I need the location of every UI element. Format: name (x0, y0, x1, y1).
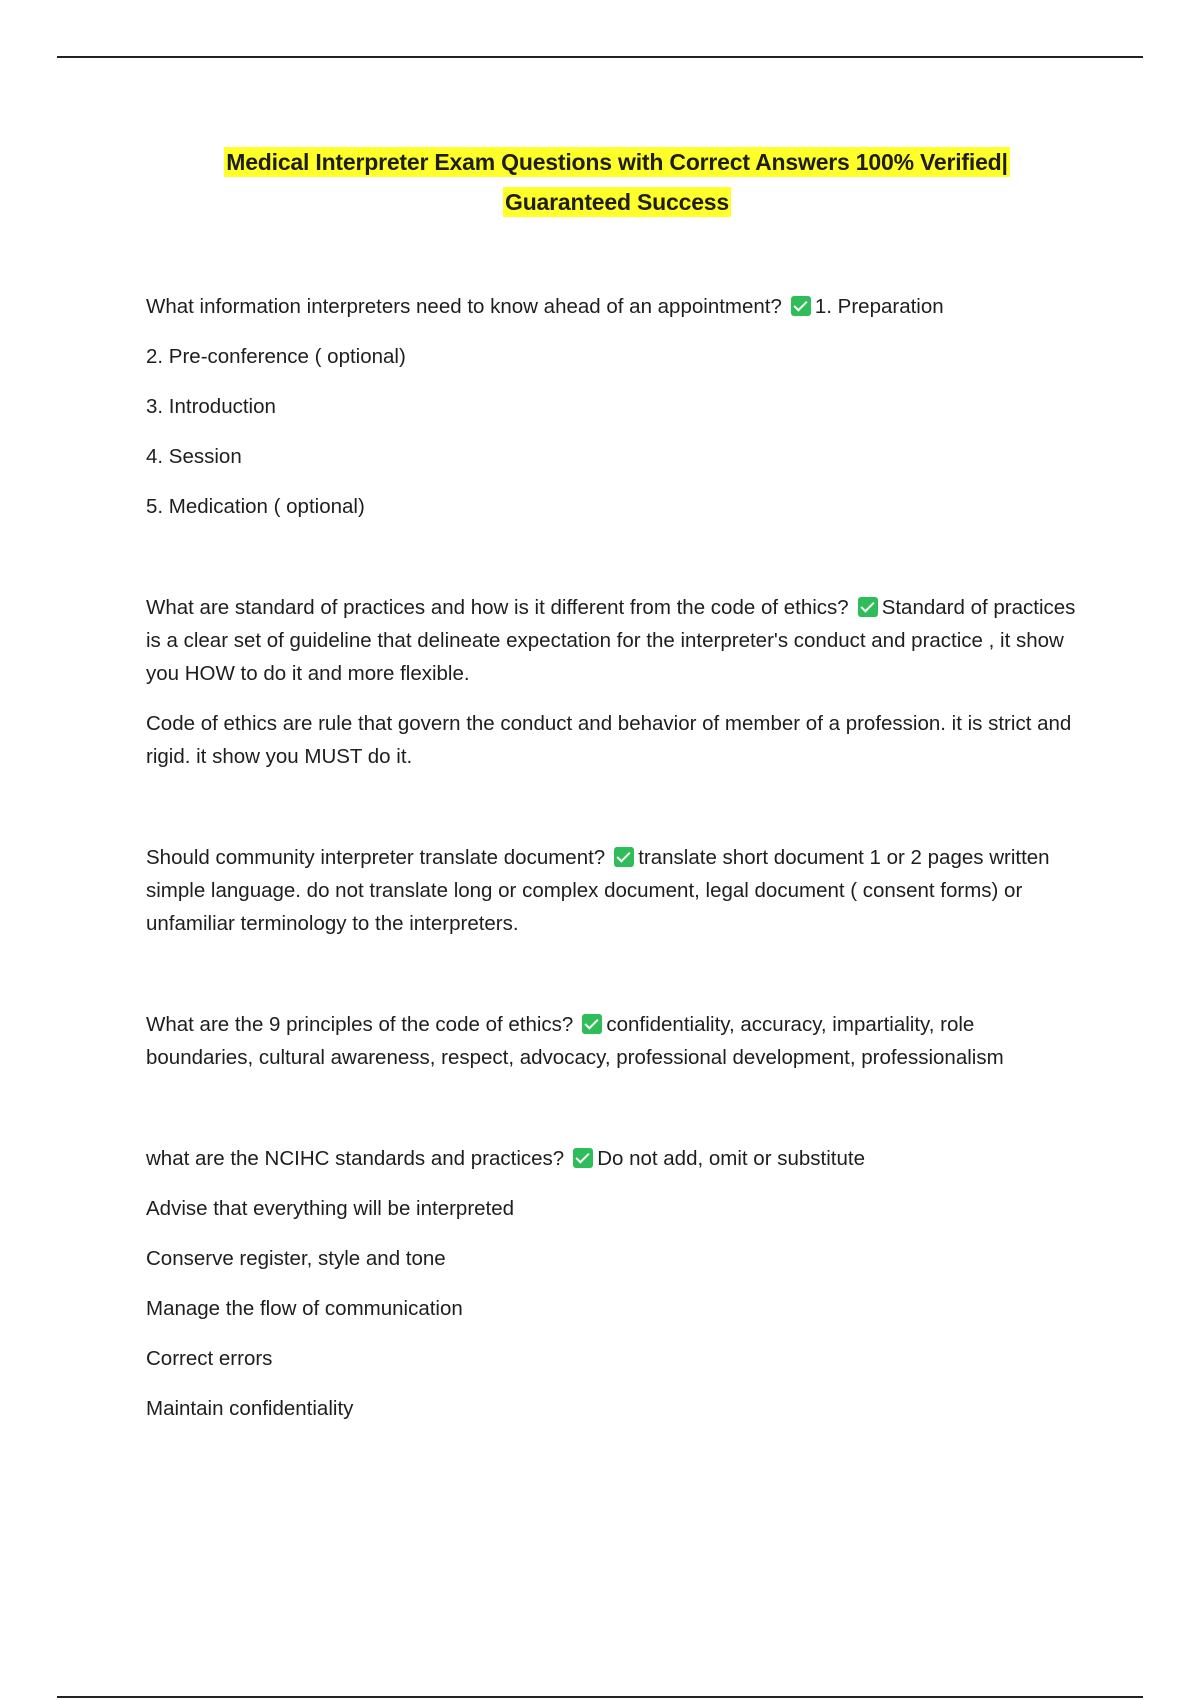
answer-text: 1. Preparation (814, 295, 944, 318)
checkmark-icon (614, 847, 634, 867)
answer-line: Maintain confidentiality (146, 1397, 354, 1420)
bottom-rule (57, 1696, 1143, 1698)
answer-line: 2. Pre-conference ( optional) (146, 345, 406, 368)
qa-item-4 (146, 1008, 1086, 1074)
answer-line: 4. Session (146, 445, 242, 468)
checkmark-icon (791, 296, 811, 316)
answer-line: Conserve register, style and tone (146, 1247, 446, 1270)
answer-text: Do not add, omit or substitute (597, 1147, 865, 1170)
qa-item-1 (146, 290, 1086, 523)
qa-item-2 (146, 591, 1086, 773)
title-line-1: Medical Interpreter Exam Questions with Correct Answers 100% Verified| (226, 149, 1008, 175)
answer-line: Advise that everything will be interpreted (146, 1197, 515, 1220)
answer-text: Standard of practices is a clear set of guideline that delineate expectation for the interpreter's conduct and practice , it show you HOW to do it and more flexible. (146, 596, 1076, 685)
qa-item-5-qa-line (146, 1142, 1086, 1175)
qa-item-2-qa-line (146, 591, 1086, 690)
qa-item-3 (146, 841, 1086, 940)
qa-item-1-qa-line (146, 290, 1086, 323)
question-text: What are the 9 principles of the code of ethics? (146, 1013, 574, 1036)
checkmark-icon (573, 1148, 593, 1168)
question-text: What are standard of practices and how is it different from the code of ethics? (146, 596, 849, 619)
checkmark-icon (582, 1014, 602, 1034)
answer-text: translate short document 1 or 2 pages written simple language. do not translate long or complex document, legal document ( consent forms) or unfamiliar terminology to the interpreters. (146, 846, 1050, 935)
answer-line: Code of ethics are rule that govern the conduct and behavior of member of a profession. it is strict and rigid. it show you MUST do it. (146, 712, 1072, 768)
question-text: What information interpreters need to know ahead of an appointment? (146, 295, 782, 318)
answer-text: confidentiality, accuracy, impartiality, role boundaries, cultural awareness, respect, advocacy, professional development, professionalism (146, 1013, 1004, 1069)
checkmark-icon (858, 597, 878, 617)
top-rule (57, 56, 1143, 58)
question-text: what are the NCIHC standards and practices? (146, 1147, 565, 1170)
qa-item-4-qa-line (146, 1008, 1086, 1074)
answer-line: Correct errors (146, 1347, 273, 1370)
document-title (140, 142, 1094, 222)
title-line-2: Guaranteed Success (505, 189, 729, 215)
answer-line: 5. Medication ( optional) (146, 495, 365, 518)
qa-item-5 (146, 1142, 1086, 1425)
answer-line: Manage the flow of communication (146, 1297, 463, 1320)
question-text: Should community interpreter translate document? (146, 846, 606, 869)
answer-line: 3. Introduction (146, 395, 276, 418)
qa-content (146, 290, 1086, 1493)
qa-item-3-qa-line (146, 841, 1086, 940)
